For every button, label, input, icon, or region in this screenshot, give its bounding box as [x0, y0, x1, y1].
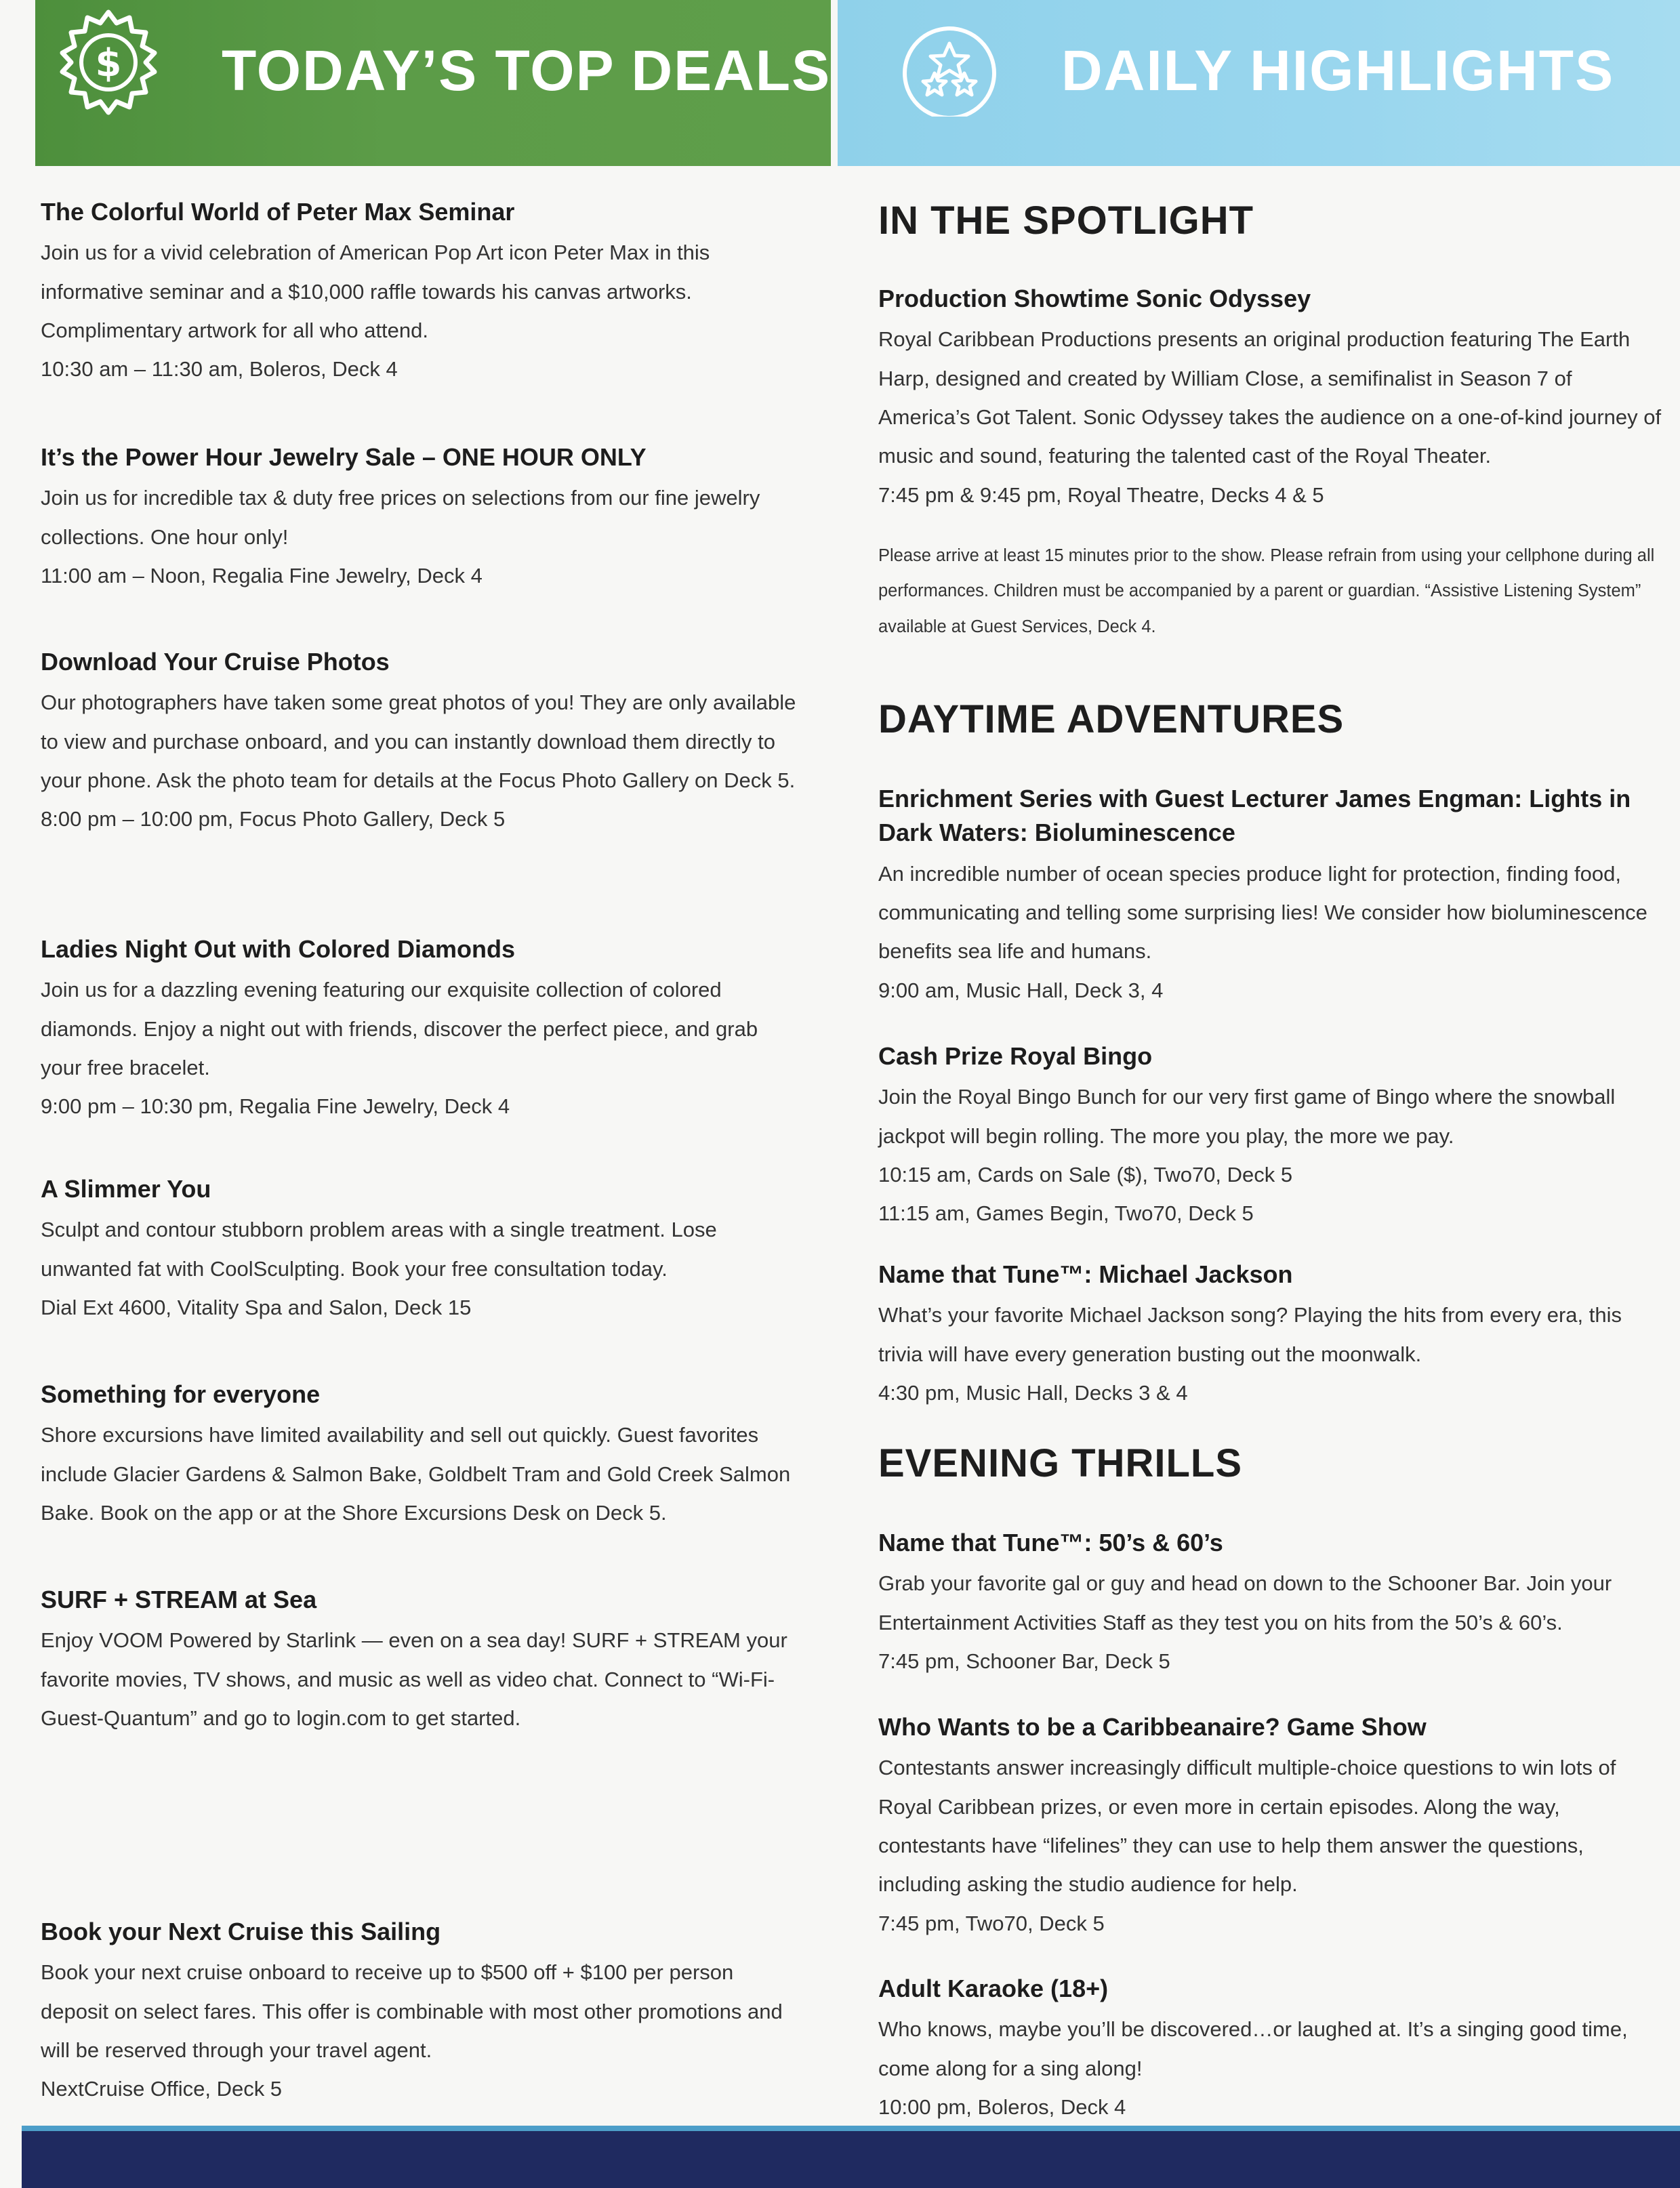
deal-title: A Slimmer You — [41, 1175, 211, 1203]
list-item — [878, 1526, 1664, 1680]
list-item — [878, 282, 1664, 514]
highlight-title: Enrichment Series with Guest Lecturer James Engman: Lights in Dark Waters: Bioluminescence — [878, 785, 1631, 847]
daily-highlights-title: DAILY HIGHLIGHTS — [1061, 39, 1615, 102]
highlight-description: Who knows, maybe you’ll be discovered…or laughed at. It’s a singing good time, come along for a sing along! — [878, 2017, 1628, 2080]
highlight-time: 10:15 am, Cards on Sale ($), Two70, Deck 5 — [878, 1163, 1293, 1187]
daytime-heading: DAYTIME ADVENTURES — [878, 697, 1345, 741]
deal-title: SURF + STREAM at Sea — [41, 1586, 317, 1613]
highlight-title: Cash Prize Royal Bingo — [878, 1042, 1153, 1070]
deal-description: Join us for incredible tax & duty free prices on selections from our fine jewelry collections. One hour only! — [41, 486, 760, 549]
top-deals-title: TODAY’S TOP DEALS — [222, 39, 832, 102]
deal-description: Enjoy VOOM Powered by Starlink — even on a sea day! SURF + STREAM your favorite movies, TV shows, and music as well as video chat. Connect to “Wi-Fi-Guest-Quantum” and go to login.com to get started. — [41, 1628, 787, 1731]
deal-title: The Colorful World of Peter Max Seminar — [41, 198, 515, 226]
highlight-description: Royal Caribbean Productions presents an original production featuring The Earth Harp, designed and created by William Close, a semifinalist in Season 7 of America’s Got Talent. Sonic Odyssey takes the audience on a one-of-kind journey of music and sound, featuring the talented cast of the Royal Theater. — [878, 327, 1662, 468]
deal-description: Sculpt and contour stubborn problem areas with a single treatment. Lose unwanted fat with CoolSculpting. Book your free consultation today. — [41, 1218, 717, 1281]
deal-title: Book your Next Cruise this Sailing — [41, 1918, 441, 1945]
deal-title: Something for everyone — [41, 1380, 321, 1408]
deal-time: NextCruise Office, Deck 5 — [41, 2077, 283, 2101]
highlight-title: Name that Tune™: 50’s & 60’s — [878, 1529, 1223, 1556]
deal-time: 11:00 am – Noon, Regalia Fine Jewelry, Deck 4 — [41, 564, 483, 588]
list-item — [41, 932, 800, 1126]
highlight-time: 7:45 pm & 9:45 pm, Royal Theatre, Decks 4 & 5 — [878, 482, 1324, 507]
highlight-title: Name that Tune™: Michael Jackson — [878, 1260, 1293, 1288]
list-item — [878, 1710, 1664, 1943]
highlight-time: 10:00 pm, Boleros, Deck 4 — [878, 2095, 1126, 2120]
deal-title: Ladies Night Out with Colored Diamonds — [41, 935, 516, 963]
highlight-time: 7:45 pm, Schooner Bar, Deck 5 — [878, 1649, 1170, 1674]
deal-description: Join us for a vivid celebration of American Pop Art icon Peter Max in this informative seminar and a $10,000 raffle towards his canvas artworks. Complimentary artwork for all who attend. — [41, 241, 710, 343]
list-item — [878, 1039, 1664, 1233]
deal-time: 9:00 pm – 10:30 pm, Regalia Fine Jewelry, Deck 4 — [41, 1094, 510, 1119]
list-item — [41, 1172, 800, 1327]
daily-highlights-header — [838, 0, 1680, 166]
list-item — [878, 782, 1664, 1010]
deal-description: Book your next cruise onboard to receive up to $500 off + $100 per person deposit on select fares. This offer is combinable with most other promotions and will be reserved through your travel agent. — [41, 1960, 783, 2063]
highlight-time: 11:15 am, Games Begin, Two70, Deck 5 — [878, 1201, 1254, 1226]
list-item — [41, 645, 800, 839]
highlight-title: Production Showtime Sonic Odyssey — [878, 285, 1311, 312]
list-item — [878, 1972, 1664, 2126]
deal-description: Shore excursions have limited availability and sell out quickly. Guest favorites include Glacier Gardens & Salmon Bake, Goldbelt Tram and Gold Creek Salmon Bake. Book on the app or at the Shore Excursions Desk on Deck 5. — [41, 1423, 791, 1525]
highlight-description: Grab your favorite gal or guy and head on down to the Schooner Bar. Join your Entertainment Activities Staff as they test you on hits from the 50’s & 60’s. — [878, 1571, 1612, 1634]
evening-heading: EVENING THRILLS — [878, 1441, 1243, 1485]
deal-time: 8:00 pm – 10:00 pm, Focus Photo Gallery, Deck 5 — [41, 807, 506, 831]
highlight-title: Who Wants to be a Caribbeanaire? Game Show — [878, 1713, 1427, 1741]
deal-description: Join us for a dazzling evening featuring our exquisite collection of colored diamonds. Enjoy a night out with friends, discover the perfect piece, and grab your free bracelet. — [41, 978, 758, 1080]
dollar-badge-icon — [54, 8, 163, 117]
spotlight-note: Please arrive at least 15 minutes prior to the show. Please refrain from using your cellphone during all performances. Children must be accompanied by a parent or guardian. “Assistive Listening System” available at Guest Services, Deck 4. — [878, 546, 1655, 636]
spotlight-heading: IN THE SPOTLIGHT — [878, 199, 1254, 243]
highlight-time: 4:30 pm, Music Hall, Decks 3 & 4 — [878, 1381, 1188, 1405]
list-item — [41, 440, 800, 595]
highlight-description: What’s your favorite Michael Jackson song? Playing the hits from every era, this trivia will have every generation busting out the moonwalk. — [878, 1303, 1622, 1366]
highlight-description: An incredible number of ocean species produce light for protection, finding food, communicating and telling some surprising lies! We consider how bioluminescence benefits sea life and humans. — [878, 861, 1647, 964]
highlight-time: 9:00 am, Music Hall, Deck 3, 4 — [878, 978, 1164, 1002]
deal-time: Dial Ext 4600, Vitality Spa and Salon, Deck 15 — [41, 1296, 472, 1320]
deal-description: Our photographers have taken some great photos of you! They are only available to view and purchase onboard, and you can instantly download them directly to your phone. Ask the photo team for details at the Focus Photo Gallery on Deck 5. — [41, 690, 796, 793]
list-item — [41, 1583, 800, 1737]
list-item — [878, 1258, 1664, 1412]
list-item — [41, 1378, 800, 1532]
footer-bar — [22, 2126, 1680, 2188]
list-item — [41, 1915, 800, 2109]
deal-time: 10:30 am – 11:30 am, Boleros, Deck 4 — [41, 357, 398, 381]
deal-title: Download Your Cruise Photos — [41, 648, 390, 676]
highlight-description: Join the Royal Bingo Bunch for our very first game of Bingo where the snowball jackpot will begin rolling. The more you play, the more we pay. — [878, 1085, 1616, 1148]
stars-circle-icon — [895, 8, 1004, 117]
list-item — [41, 195, 800, 389]
deal-title: It’s the Power Hour Jewelry Sale – ONE HOUR ONLY — [41, 443, 647, 471]
top-deals-header — [35, 0, 831, 166]
svg-text:$: $ — [95, 41, 122, 85]
highlight-description: Contestants answer increasingly difficult multiple-choice questions to win lots of Royal Caribbean prizes, or even more in certain episodes. Along the way, contestants have “lifelines” they can use to help them answer the questions, including asking the studio audience for help. — [878, 1756, 1616, 1897]
highlight-time: 7:45 pm, Two70, Deck 5 — [878, 1911, 1105, 1935]
highlight-title: Adult Karaoke (18+) — [878, 1975, 1109, 2002]
